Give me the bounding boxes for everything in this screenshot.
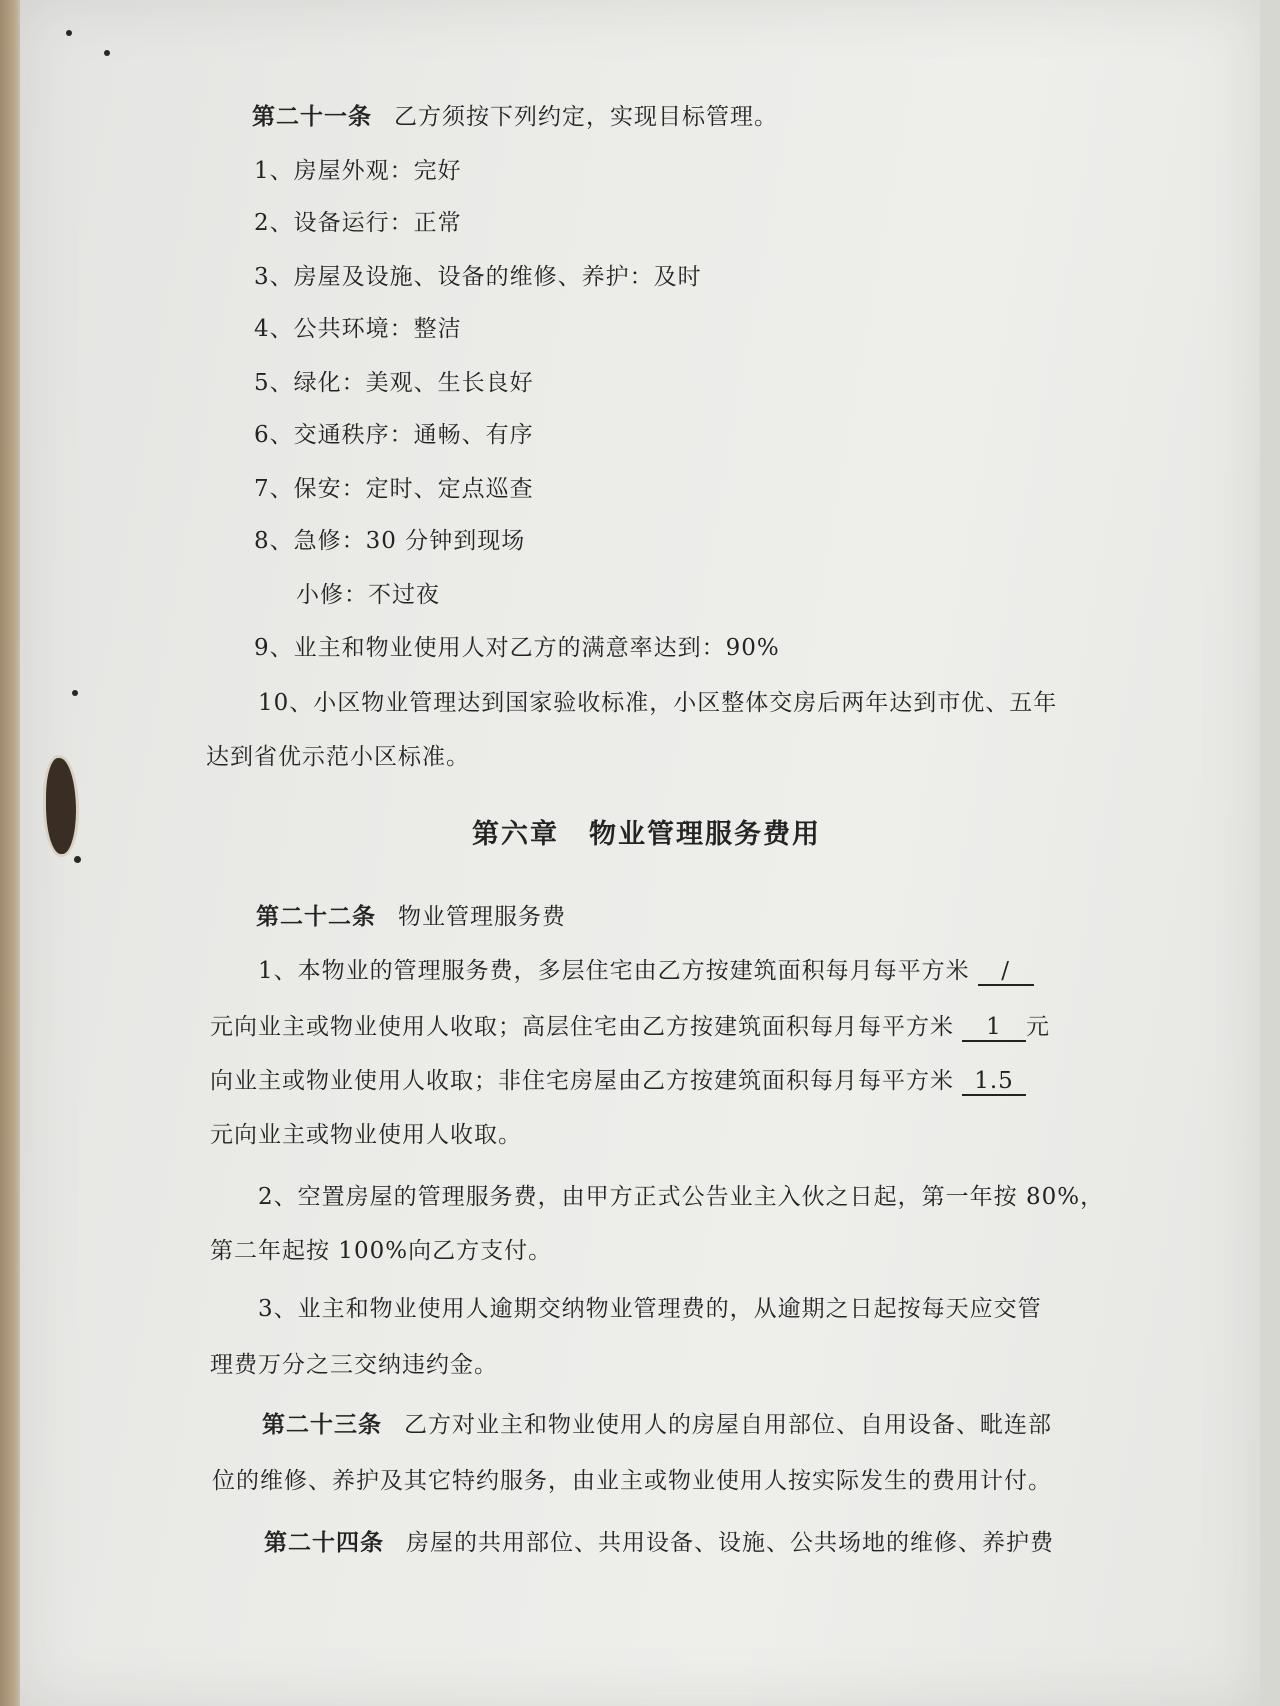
fee-paragraph-line: 2、空置房屋的管理服务费，由甲方正式公告业主入伙之日起，第一年按 80%，	[258, 1184, 1105, 1210]
article-21-heading	[252, 102, 778, 132]
fee-blank-highrise: 1	[962, 1014, 1026, 1042]
fee-paragraph-line: 3、业主和物业使用人逾期交纳物业管理费的，从逾期之日起按每天应交管	[258, 1296, 1042, 1322]
fee-paragraph-line: 理费万分之三交纳违约金。	[210, 1352, 498, 1378]
list-item: 8、急修：30 分钟到现场	[254, 528, 526, 554]
list-item-continuation: 达到省优示范小区标准。	[206, 744, 470, 770]
fee-paragraph-line	[258, 956, 1034, 986]
chapter-label: 第六章	[472, 819, 559, 850]
fee-paragraph-line: 第二年起按 100%向乙方支付。	[210, 1238, 553, 1264]
list-item: 小修：不过夜	[296, 582, 440, 608]
article-24-heading	[264, 1528, 1054, 1558]
fee-text: 向业主或物业使用人收取；非住宅房屋由乙方按建筑面积每月每平方米	[210, 1068, 954, 1094]
article-23-label: 第二十三条	[262, 1411, 382, 1438]
list-item: 4、公共环境：整洁	[254, 316, 462, 342]
fee-paragraph-line	[210, 1066, 1026, 1096]
article-21-label: 第二十一条	[252, 103, 372, 130]
list-item: 5、绿化：美观、生长良好	[254, 370, 534, 396]
list-item: 7、保安：定时、定点巡查	[254, 476, 534, 502]
fee-blank-nonresidential: 1.5	[962, 1068, 1026, 1096]
fee-text: 1、本物业的管理服务费，多层住宅由乙方按建筑面积每月每平方米	[258, 958, 970, 984]
list-item: 1、房屋外观：完好	[254, 158, 462, 184]
list-item: 10、小区物业管理达到国家验收标准，小区整体交房后两年达到市优、五年	[258, 690, 1058, 716]
list-item: 2、设备运行：正常	[254, 210, 462, 236]
fee-text: 元	[1026, 1014, 1050, 1040]
article-22-title: 物业管理服务费	[398, 904, 566, 930]
list-item: 9、业主和物业使用人对乙方的满意率达到：90%	[254, 635, 780, 661]
fee-blank-multistorey: /	[978, 958, 1034, 986]
chapter-title: 物业管理服务费用	[589, 819, 821, 850]
article-23-text: 乙方对业主和物业使用人的房屋自用部位、自用设备、毗连部	[404, 1412, 1052, 1438]
article-24-label: 第二十四条	[264, 1529, 384, 1556]
fee-text: 元向业主或物业使用人收取；高层住宅由乙方按建筑面积每月每平方米	[210, 1014, 954, 1040]
fee-paragraph-line: 元向业主或物业使用人收取。	[210, 1122, 522, 1148]
list-item: 3、房屋及设施、设备的维修、养护：及时	[254, 264, 702, 290]
article-23-heading	[262, 1410, 1052, 1440]
article-22-heading	[256, 902, 566, 932]
list-item: 6、交通秩序：通畅、有序	[254, 422, 534, 448]
article-24-text: 房屋的共用部位、共用设备、设施、公共场地的维修、养护费	[406, 1530, 1054, 1556]
article-21-text: 乙方须按下列约定，实现目标管理。	[394, 104, 778, 130]
article-23-continuation: 位的维修、养护及其它特约服务，由业主或物业使用人按实际发生的费用计付。	[212, 1468, 1052, 1494]
article-22-label: 第二十二条	[256, 903, 376, 930]
fee-paragraph-line	[210, 1012, 1050, 1042]
chapter-heading	[472, 812, 821, 851]
